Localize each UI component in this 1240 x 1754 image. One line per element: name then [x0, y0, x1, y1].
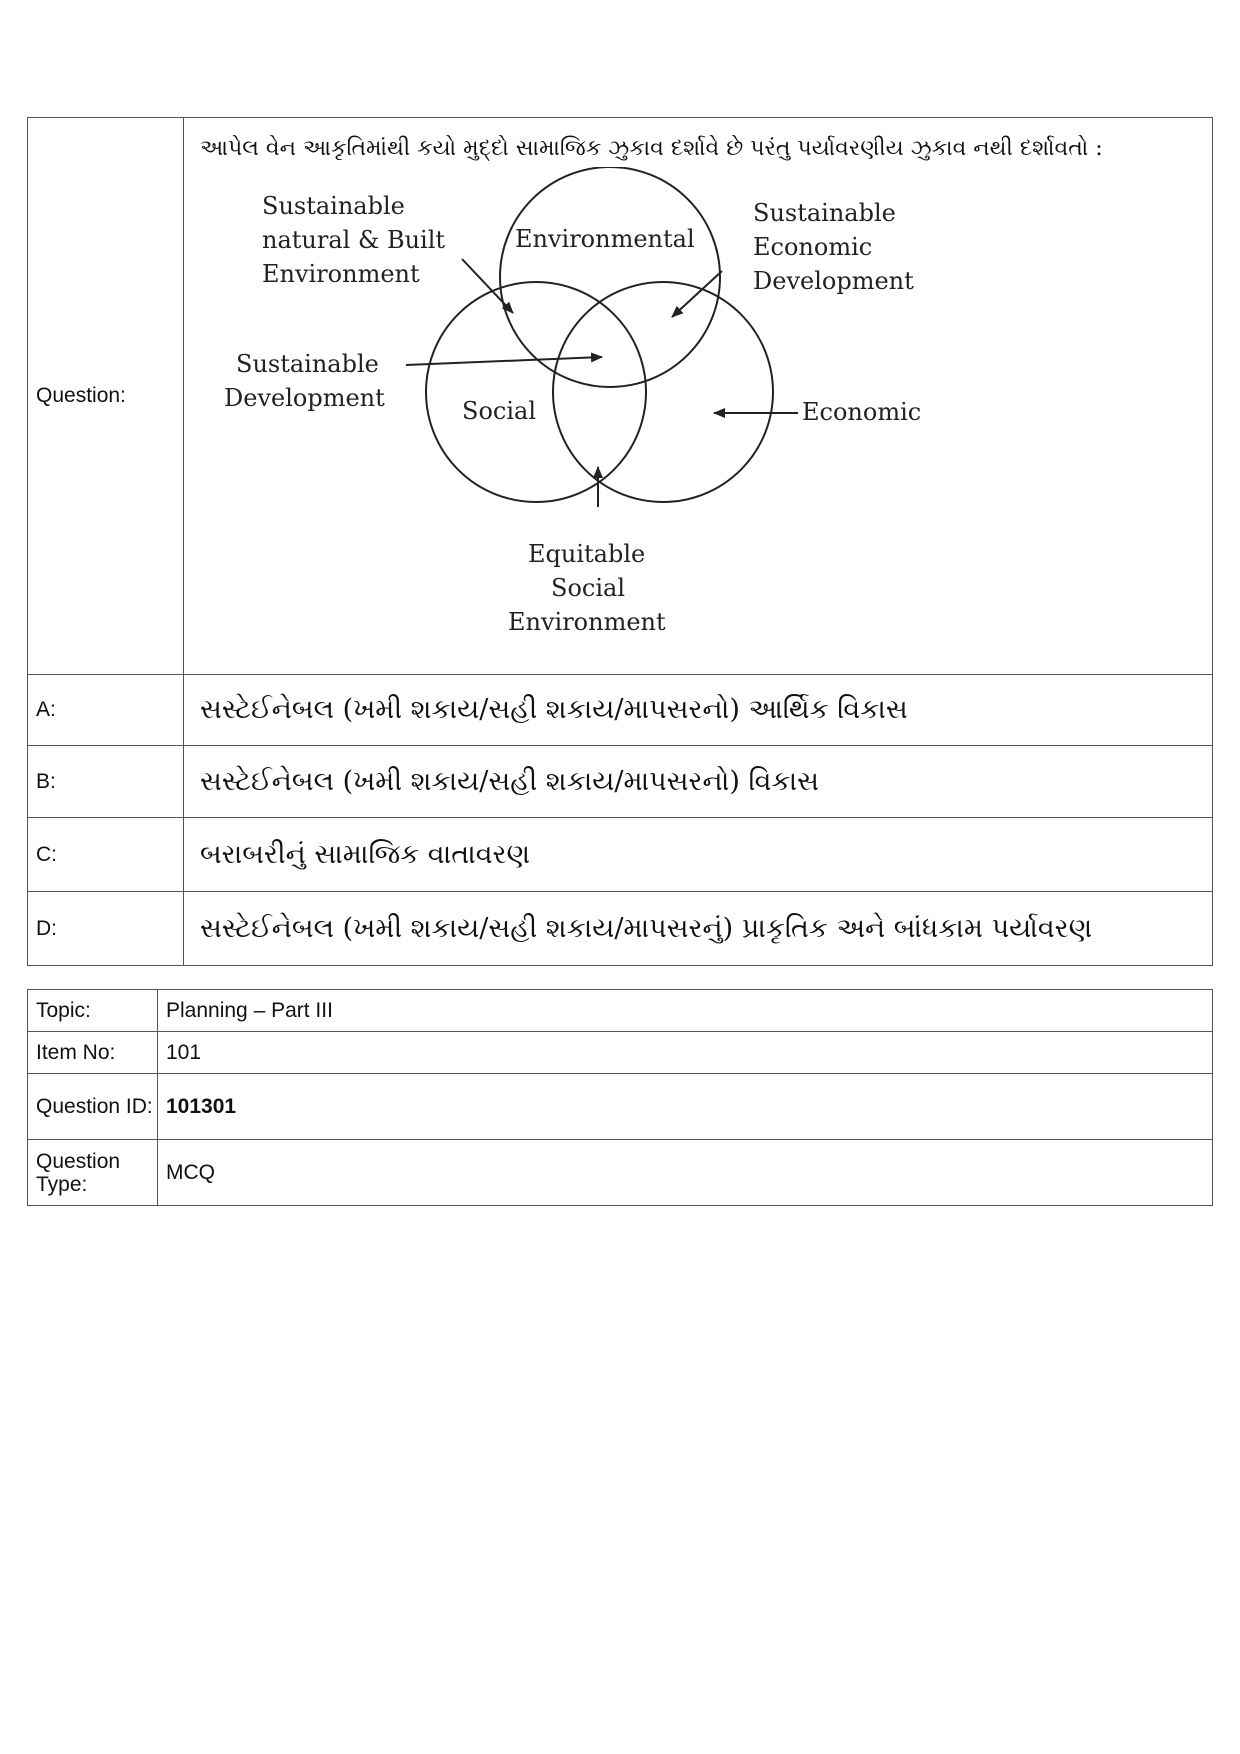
question-id-label: Question ID:: [28, 1074, 158, 1140]
item-no-label: Item No:: [28, 1032, 158, 1074]
question-content: [184, 118, 1213, 675]
question-id-row: [28, 1074, 1213, 1140]
social-circle: [426, 282, 646, 502]
question-type-label: Question Type:: [28, 1140, 158, 1206]
option-a-label: A:: [28, 675, 184, 746]
natural-built-label-line1: Sustainable: [262, 192, 405, 220]
equitable-label-line2: Social: [551, 574, 625, 602]
question-type-row: [28, 1140, 1213, 1206]
economic-circle: [553, 282, 773, 502]
option-d-label: D:: [28, 892, 184, 966]
equitable-label-line1: Equitable: [528, 540, 646, 568]
option-c-label: C:: [28, 818, 184, 892]
question-label: Question:: [28, 118, 184, 675]
economic-dev-label-line1: Sustainable: [753, 199, 896, 227]
question-type-value: MCQ: [158, 1140, 1213, 1206]
question-id-value: 101301: [158, 1074, 1213, 1140]
option-a-text: સસ્ટેઈનેબલ (ખમી શકાય/સહી શકાય/માપસરનો) આર્થિક વિકાસ: [200, 694, 908, 725]
question-table: [27, 117, 1213, 966]
option-c-text: બરાબરીનું સામાજિક વાતાવરણ: [200, 838, 531, 870]
metadata-table: [27, 989, 1213, 1206]
sustainable-dev-arrow: [406, 357, 602, 365]
equitable-label-line3: Environment: [508, 608, 666, 636]
topic-row: [28, 990, 1213, 1032]
question-row: [28, 118, 1213, 675]
option-row-b: [28, 746, 1213, 818]
item-no-row: [28, 1032, 1213, 1074]
option-b-label: B:: [28, 746, 184, 818]
social-label: Social: [462, 397, 536, 425]
topic-label: Topic:: [28, 990, 158, 1032]
option-d-text: સસ્ટેઈનેબલ (ખમી શકાય/સહી શકાય/માપસરનું) પ્રાકૃતિક અને બાંધકામ પર્યાવરણ: [200, 912, 1093, 944]
option-row-a: [28, 675, 1213, 746]
option-row-c: [28, 818, 1213, 892]
option-b-text: સસ્ટેઈનેબલ (ખમી શકાય/સહી શકાય/માપસરનો) વિકાસ: [200, 765, 819, 797]
environmental-circle: [500, 167, 720, 387]
sustainable-dev-label-line2: Development: [224, 384, 385, 412]
topic-value: Planning – Part III: [158, 990, 1213, 1032]
sustainable-dev-label-line1: Sustainable: [236, 350, 379, 378]
question-text: આપેલ વેન આકૃતિમાંથી કયો મુદ્દો સામાજિક ઝુકાવ દર્શાવે છે પરંતુ પર્યાવરણીય ઝુકાવ નથી દર્શાવતો :: [200, 136, 1103, 161]
natural-built-label-line3: Environment: [262, 260, 420, 288]
economic-dev-label-line2: Economic: [753, 233, 873, 261]
natural-built-label-line2: natural & Built: [262, 226, 446, 254]
economic-dev-label-line3: Development: [753, 267, 914, 295]
option-row-d: [28, 892, 1213, 966]
economic-label: Economic: [802, 398, 922, 426]
environmental-label: Environmental: [515, 225, 695, 253]
venn-diagram: [200, 167, 960, 637]
item-no-value: 101: [158, 1032, 1213, 1074]
